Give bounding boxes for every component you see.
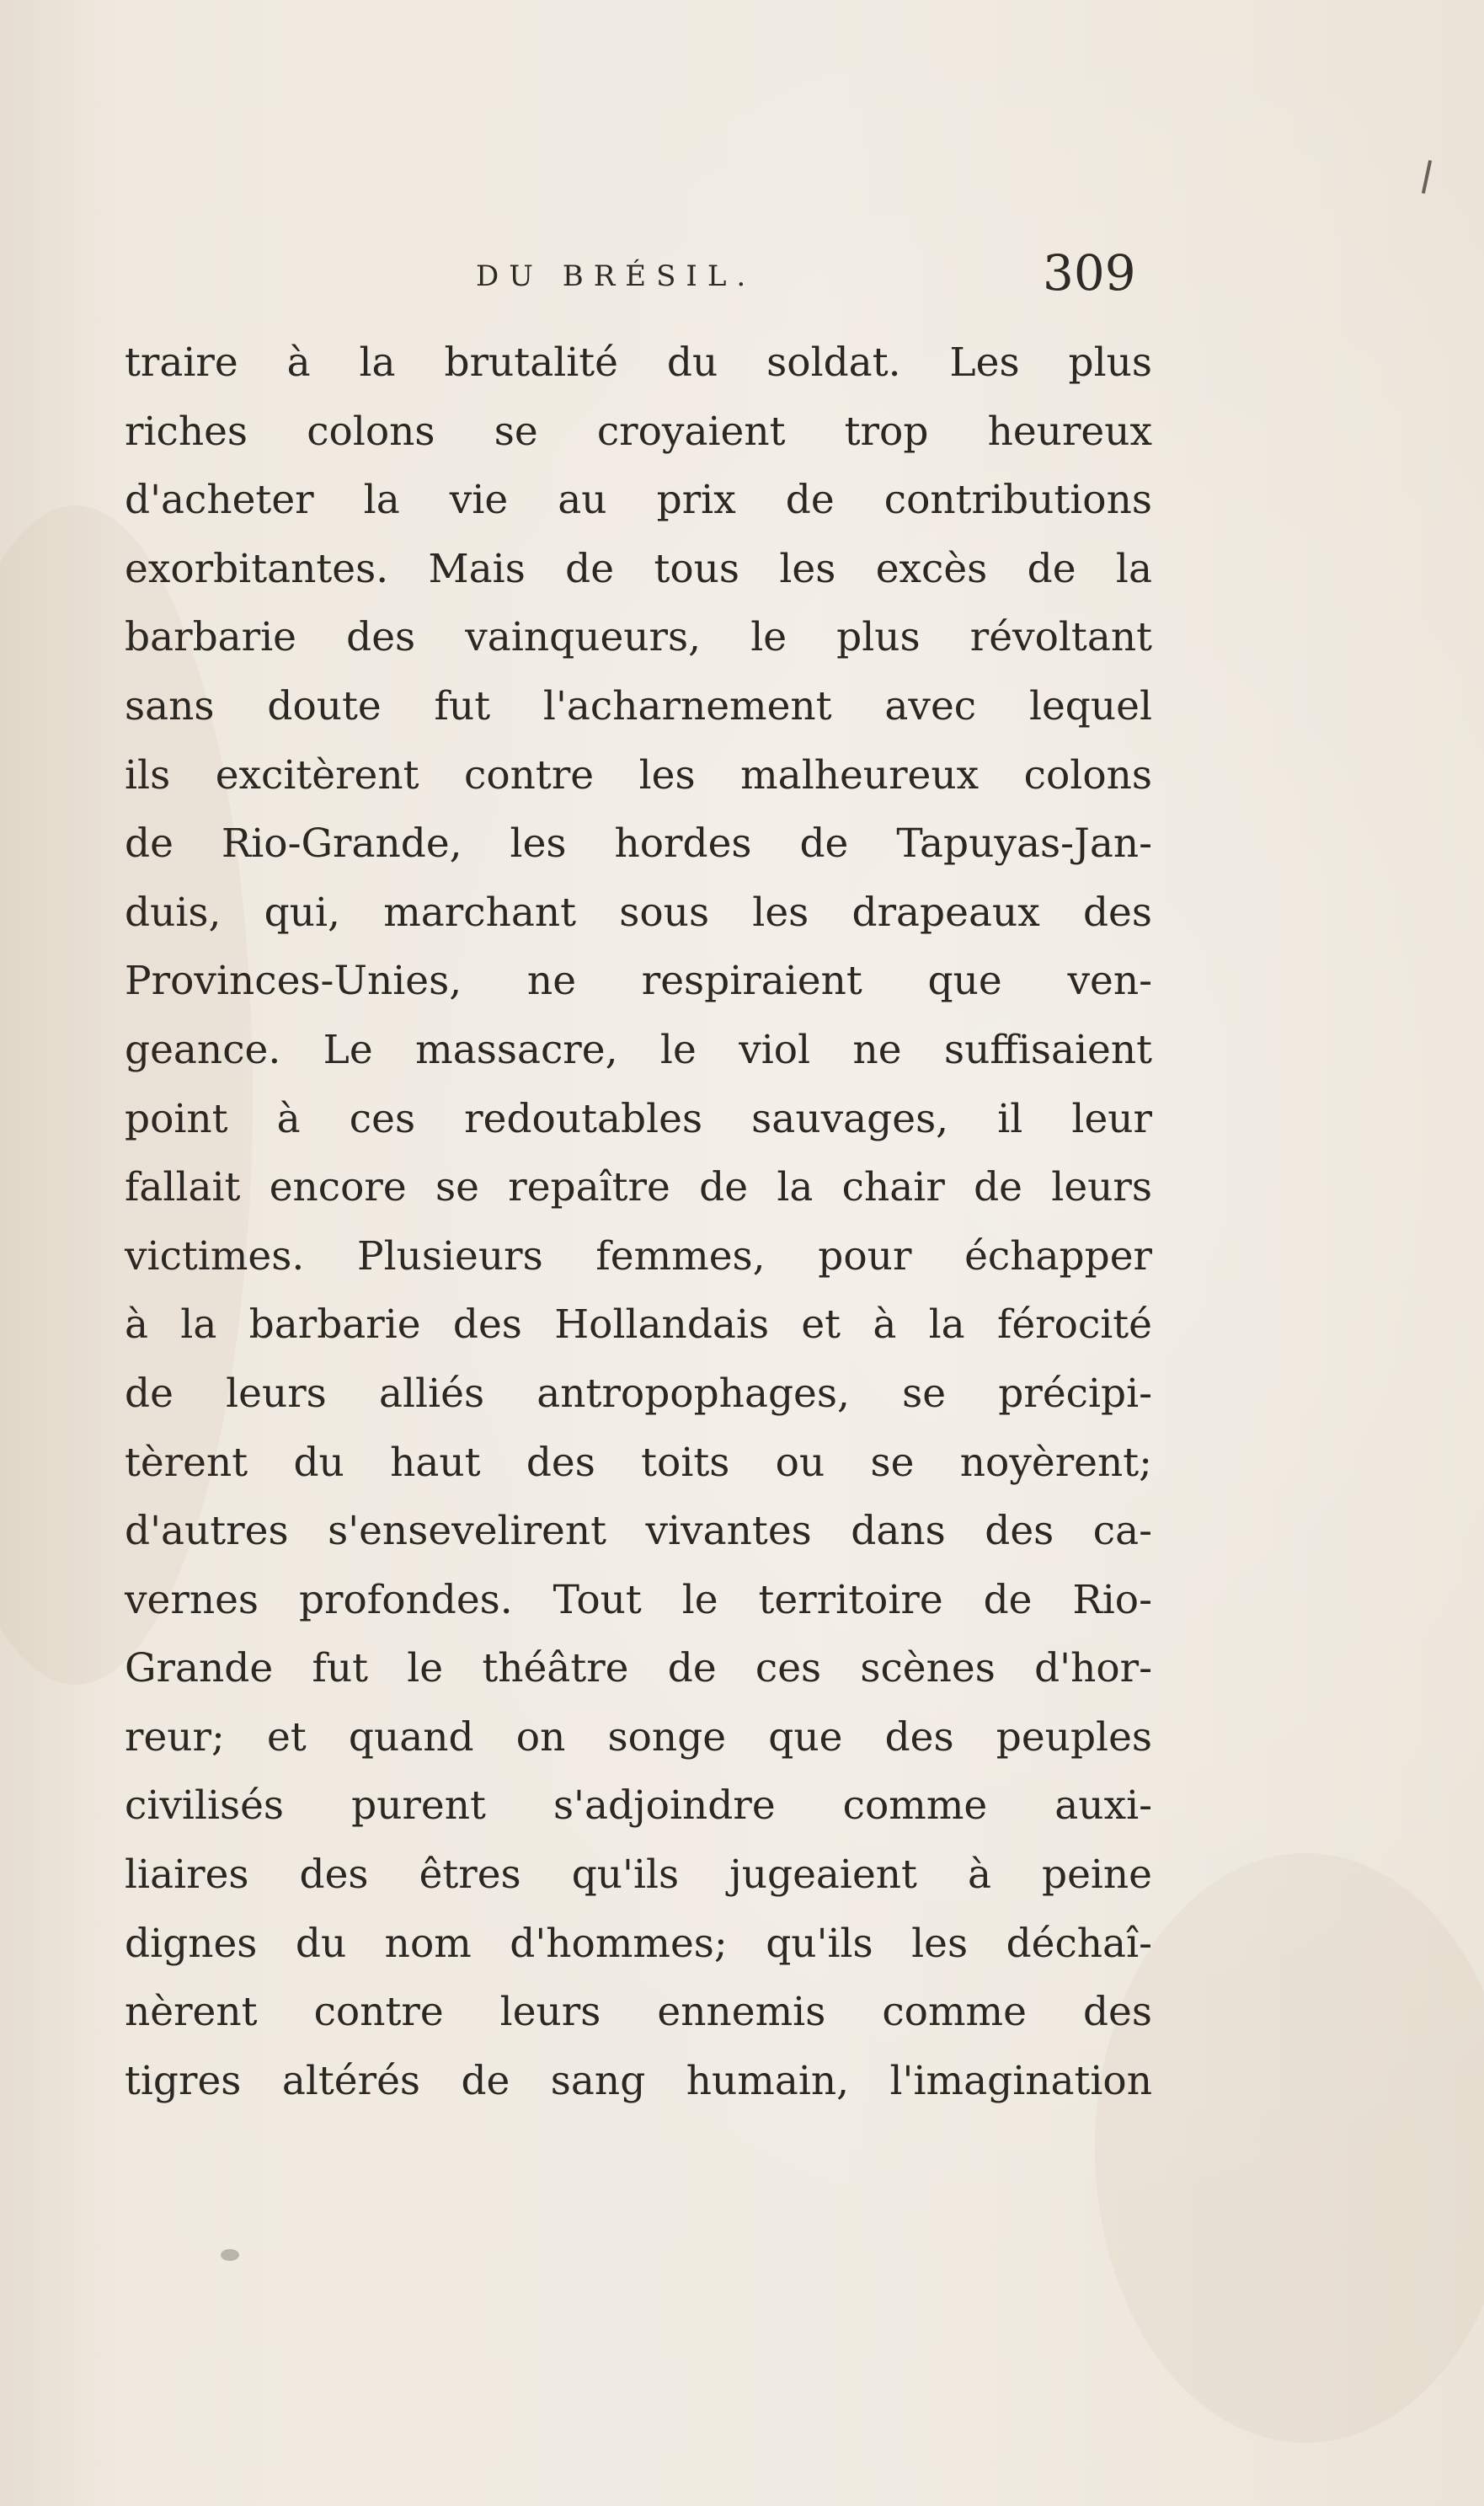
text-line: reur; et quand on songe que des peuples <box>125 1713 1152 1761</box>
running-head: DU BRÉSIL. <box>476 259 756 293</box>
text-line: victimes. Plusieurs femmes, pour échapper <box>125 1232 1152 1280</box>
text-line: tèrent du haut des toits ou se noyèrent; <box>125 1439 1152 1486</box>
text-line: liaires des êtres qu'ils jugeaient à peine <box>125 1851 1152 1899</box>
text-line: de Rio-Grande, les hordes de Tapuyas-Jan- <box>125 820 1152 868</box>
text-line: riches colons se croyaient trop heureux <box>125 408 1152 455</box>
text-line: fallait encore se repaître de la chair de leurs <box>125 1164 1152 1211</box>
text-line: civilisés purent s'adjoindre comme auxi- <box>125 1782 1152 1830</box>
text-line: à la barbarie des Hollandais et à la férocité <box>125 1301 1152 1349</box>
text-line: d'acheter la vie au prix de contributions <box>125 477 1152 524</box>
text-line: exorbitantes. Mais de tous les excès de la <box>125 545 1152 592</box>
body-text <box>125 329 1152 2115</box>
text-line: d'autres s'ensevelirent vivantes dans des ca- <box>125 1508 1152 1555</box>
text-line: de leurs alliés antropophages, se précipi- <box>125 1370 1152 1417</box>
ink-speck <box>1422 160 1432 194</box>
text-line: traire à la brutalité du soldat. Les plus <box>125 339 1152 386</box>
text-line: geance. Le massacre, le viol ne suffisaient <box>125 1026 1152 1073</box>
text-line: Grande fut le théâtre de ces scènes d'hor- <box>125 1645 1152 1692</box>
text-line: sans doute fut l'acharnement avec lequel <box>125 682 1152 729</box>
text-line: point à ces redoutables sauvages, il leur <box>125 1095 1152 1142</box>
text-line: vernes profondes. Tout le territoire de Rio- <box>125 1576 1152 1623</box>
text-line: duis, qui, marchant sous les drapeaux des <box>125 889 1152 936</box>
paper-stain <box>1095 1853 1484 2443</box>
text-line: nèrent contre leurs ennemis comme des <box>125 1989 1152 2036</box>
text-line: dignes du nom d'hommes; qu'ils les déchaî- <box>125 1920 1152 1967</box>
text-line: barbarie des vainqueurs, le plus révoltant <box>125 614 1152 661</box>
page-header <box>126 244 1137 318</box>
page-number: 309 <box>1043 244 1136 302</box>
ink-speck <box>221 2249 239 2261</box>
text-line: ils excitèrent contre les malheureux colons <box>125 751 1152 799</box>
text-line: tigres altérés de sang humain, l'imagination <box>125 2057 1152 2104</box>
text-line: Provinces-Unies, ne respiraient que ven- <box>125 958 1152 1005</box>
